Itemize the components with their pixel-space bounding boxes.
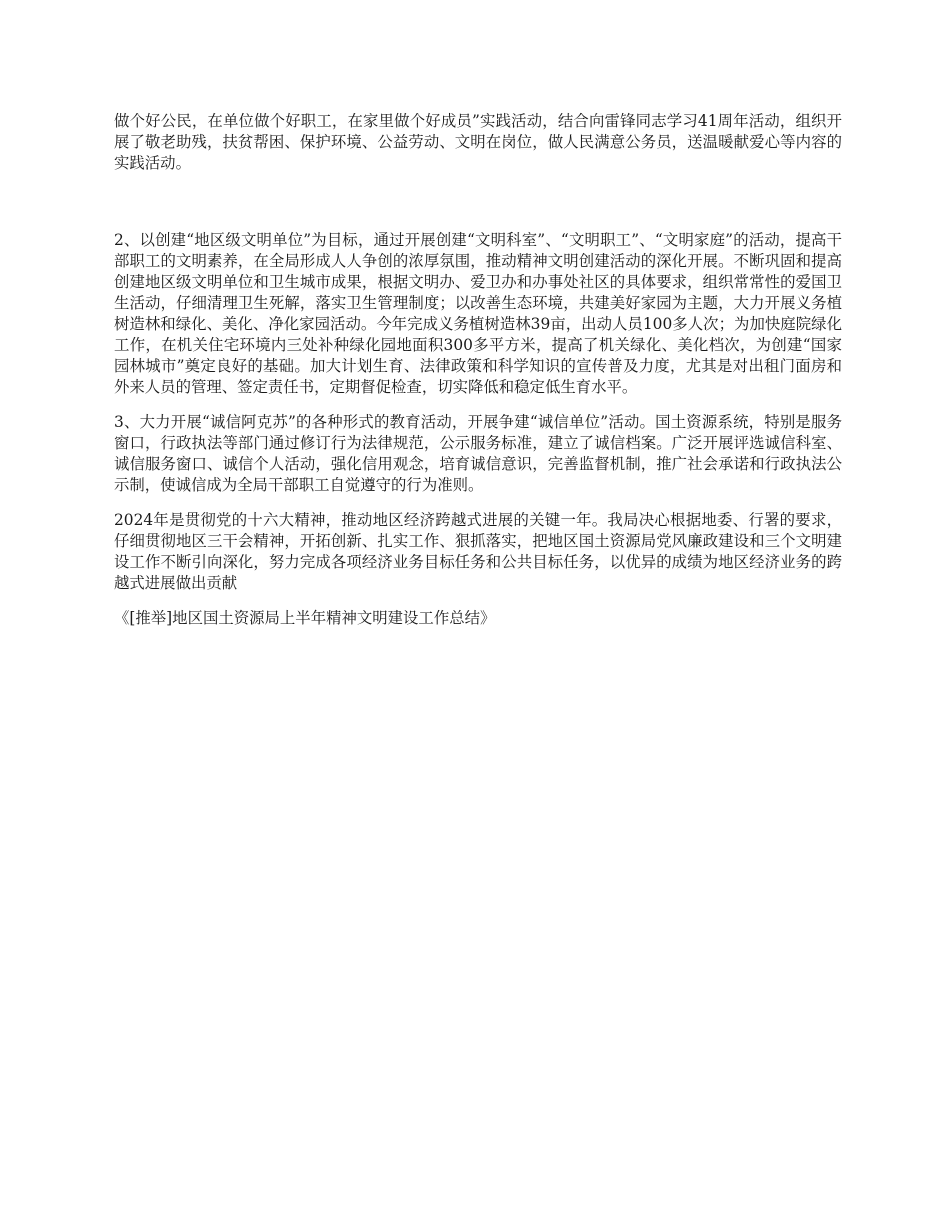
document-body [114,111,842,629]
paragraph-conclusion: 2024年是贯彻党的十六大精神，推动地区经济跨越式进展的关键一年。我局决心根据地委、行署的要求，仔细贯彻地区三干会精神，开拓创新、扎实工作、狠抓落实，把地区国土资源局党风廉政建设和三个文明建设工作不断引向深化，努力完成各项经济业务目标任务和公共目标任务，以优异的成绩为地区经济业务的跨越式进展做出贡献 [114,511,842,592]
paragraph-item-2: 2、以创建“地区级文明单位”为目标，通过开展创建“文明科室”、“文明职工”、“文明家庭”的活动，提高干部职工的文明素养，在全局形成人人争创的浓厚氛围，推动精神文明创建活动的深化开展。不断巩固和提高创建地区级文明单位和卫生城市成果，根据文明办、爱卫办和办事处社区的具体要求，组织常常性的爱国卫生活动，仔细清理卫生死解，落实卫生管理制度；以改善生态环境，共建美好家园为主题，大力开展义务植树造林和绿化、美化、净化家园活动。今年完成义务植树造林39亩，出动人员100多人次；为加快庭院绿化工作，在机关住宅环境内三处补种绿化园地面积300多平方米，提高了机关绿化、美化档次，为创建“国家园林城市”奠定良好的基础。加大计划生育、法律政策和科学知识的宣传普及力度，尤其是对出租门面房和外来人员的管理、签定责任书，定期督促检查，切实降低和稳定低生育水平。 [114,231,842,396]
paragraph-item-3: 3、大力开展“诚信阿克苏”的各种形式的教育活动，开展争建“诚信单位”活动。国土资源系统，特别是服务窗口，行政执法等部门通过修订行为法律规范，公示服务标准，建立了诚信档案。广泛开展评选诚信科室、诚信服务窗口、诚信个人活动，强化信用观念，培育诚信意识，完善监督机制，推广社会承诺和行政执法公示制，使诚信成为全局干部职工自觉遵守的行为准则。 [114,413,842,494]
document-title-line: 《[推举]地区国土资源局上半年精神文明建设工作总结》 [114,609,496,627]
paragraph-intro: 做个好公民，在单位做个好职工，在家里做个好成员”实践活动，结合向雷锋同志学习41周年活动，组织开展了敬老助残，扶贫帮困、保护环境、公益劳动、文明在岗位，做人民满意公务员，送温暖献爱心等内容的实践活动。 [114,112,842,172]
